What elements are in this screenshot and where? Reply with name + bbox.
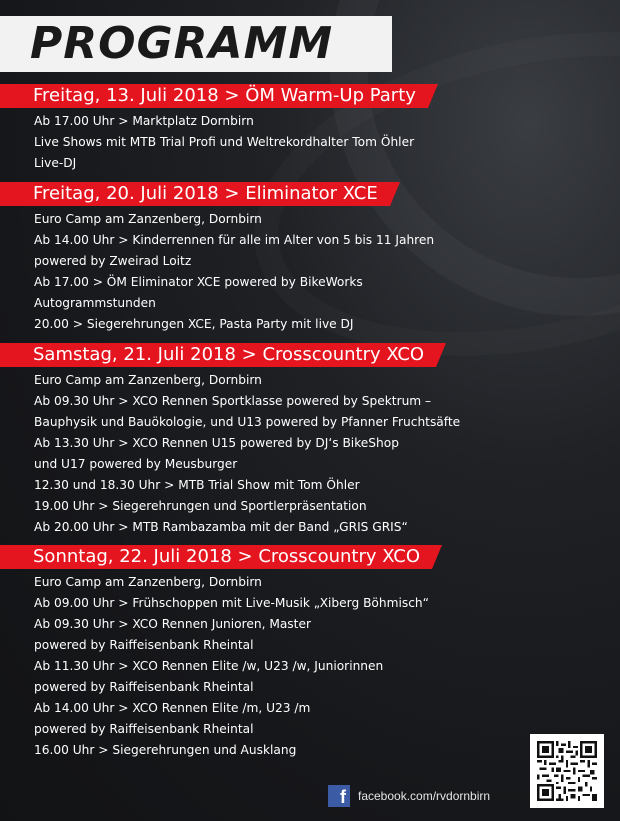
day-heading: Freitag, 20. Juli 2018 > Eliminator XCE [0, 182, 390, 206]
event-line: Euro Camp am Zanzenberg, Dornbirn [34, 373, 262, 387]
day-section-friday-13 [0, 84, 620, 174]
day-heading: Sonntag, 22. Juli 2018 > Crosscountry XCO [0, 545, 432, 569]
event-line: Ab 09.30 Uhr > XCO Rennen Sportklasse powered by Spektrum – [34, 394, 432, 408]
event-line: powered by Raiffeisenbank Rheintal [34, 680, 254, 694]
facebook-link[interactable] [328, 785, 490, 807]
event-line: Live Shows mit MTB Trial Profi und Weltrekordhalter Tom Öhler [34, 135, 415, 149]
day-section-saturday-21 [0, 343, 620, 538]
page-title [30, 18, 333, 70]
page-title-text: PROGRAMM [30, 18, 334, 69]
event-line: Ab 13.30 Uhr > XCO Rennen U15 powered by DJ‘s BikeShop [34, 436, 399, 450]
event-line: 20.00 > Siegerehrungen XCE, Pasta Party mit live DJ [34, 317, 354, 331]
event-line: Live-DJ [34, 156, 77, 170]
event-line: Ab 14.00 Uhr > XCO Rennen Elite /m, U23 /m [34, 701, 311, 715]
event-list [0, 572, 620, 761]
event-line: Autogrammstunden [34, 296, 156, 310]
event-list [0, 209, 620, 335]
event-list [0, 111, 620, 174]
event-line: Ab 09.30 Uhr > XCO Rennen Junioren, Master [34, 617, 311, 631]
day-section-friday-20 [0, 182, 620, 335]
event-line: Ab 14.00 Uhr > Kinderrennen für alle im Alter von 5 bis 11 Jahren [34, 233, 435, 247]
qr-code-icon [537, 741, 597, 801]
facebook-icon: f [328, 785, 350, 807]
day-section-sunday-22 [0, 545, 620, 761]
event-line: 12.30 und 18.30 Uhr > MTB Trial Show mit Tom Öhler [34, 478, 360, 492]
facebook-url[interactable]: facebook.com/rvdornbirn [358, 789, 491, 803]
event-line: Ab 09.00 Uhr > Frühschoppen mit Live-Musik „Xiberg Böhmisch“ [34, 596, 429, 610]
event-list [0, 370, 620, 538]
qr-code[interactable] [530, 734, 604, 808]
event-line: Euro Camp am Zanzenberg, Dornbirn [34, 212, 262, 226]
event-line: Ab 17.00 > ÖM Eliminator XCE powered by BikeWorks [34, 275, 363, 289]
event-line: Ab 17.00 Uhr > Marktplatz Dornbirn [34, 114, 254, 128]
event-line: powered by Zweirad Loitz [34, 254, 192, 268]
event-line: und U17 powered by Meusburger [34, 457, 238, 471]
event-line: Euro Camp am Zanzenberg, Dornbirn [34, 575, 262, 589]
day-heading: Freitag, 13. Juli 2018 > ÖM Warm-Up Party [0, 84, 428, 108]
day-heading: Samstag, 21. Juli 2018 > Crosscountry XCO [0, 343, 436, 367]
event-line: 16.00 Uhr > Siegerehrungen und Ausklang [34, 743, 297, 757]
event-line: powered by Raiffeisenbank Rheintal [34, 638, 254, 652]
event-line: powered by Raiffeisenbank Rheintal [34, 722, 254, 736]
event-line: Ab 11.30 Uhr > XCO Rennen Elite /w, U23 /w, Juniorinnen [34, 659, 384, 673]
event-line: 19.00 Uhr > Siegerehrungen und Sportlerpräsentation [34, 499, 367, 513]
event-line: Ab 20.00 Uhr > MTB Rambazamba mit der Band „GRIS GRIS“ [34, 520, 408, 534]
event-line: Bauphysik und Bauökologie, und U13 powered by Pfanner Fruchtsäfte [34, 415, 461, 429]
